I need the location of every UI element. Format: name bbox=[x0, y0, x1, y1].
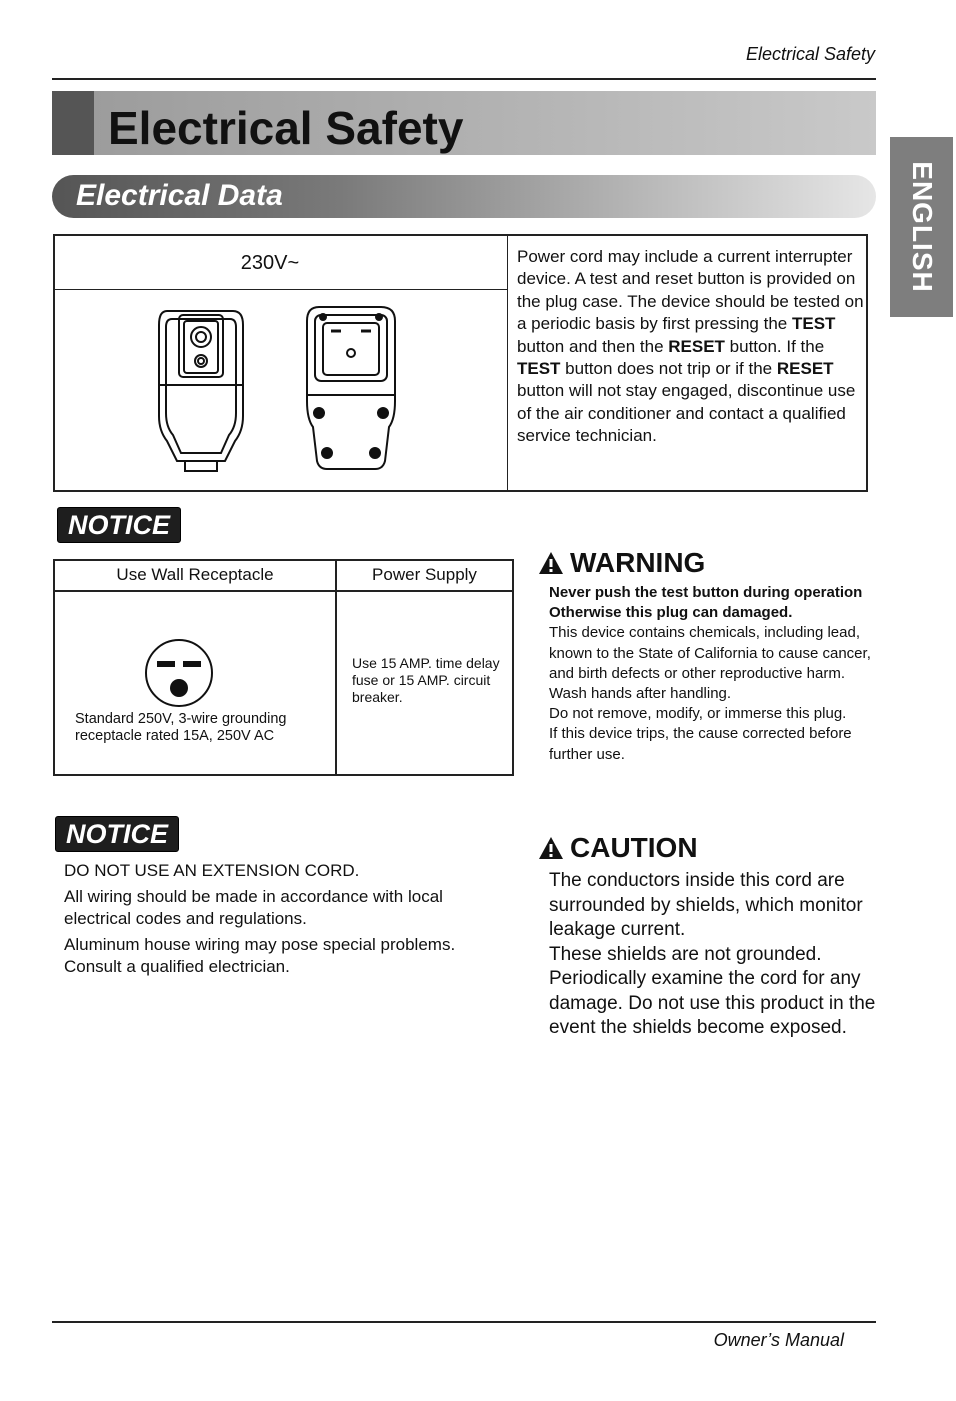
voltage-label: 230V~ bbox=[240, 252, 300, 274]
desc-bold-reset: RESET bbox=[668, 336, 725, 356]
page-title: Electrical Safety bbox=[108, 102, 464, 154]
col-header-power-supply: Power Supply bbox=[372, 565, 477, 584]
caution-body bbox=[549, 869, 879, 1041]
desc-bold-reset: RESET bbox=[776, 359, 834, 379]
caution-heading bbox=[538, 832, 698, 864]
caution-line: Periodically examine the cord for any damage. Do not use this product in the event the shields become exposed. bbox=[549, 968, 876, 1038]
notice-badge: NOTICE bbox=[57, 507, 181, 543]
notice-item: All wiring should be made in accordance with local electrical codes and regulations. bbox=[64, 886, 443, 928]
header-rule bbox=[52, 78, 876, 80]
caution-line: These shields are not grounded. bbox=[549, 943, 822, 965]
desc-text: Power cord may include a current interrupter device. A test and reset button is provided on the plug case. The device should be tested on a periodic basis by first pressing the bbox=[517, 247, 864, 334]
desc-text: button. If the bbox=[724, 336, 825, 356]
subtitle-bar bbox=[52, 175, 876, 218]
desc-bold-test: TEST bbox=[791, 314, 836, 334]
desc-bold-test: TEST bbox=[517, 359, 561, 379]
section-subtitle: Electrical Data bbox=[76, 179, 283, 212]
language-tab-label: ENGLISH bbox=[906, 161, 938, 293]
warning-line: This device contains chemicals, including lead, known to the State of California to cause cancer, and birth defects or other reproductive harm. bbox=[549, 624, 871, 682]
caution-line: The conductors inside this cord are surrounded by shields, which monitor leakage current. bbox=[549, 870, 863, 940]
gfci-description bbox=[517, 246, 867, 448]
electrical-data-table bbox=[53, 234, 868, 492]
warning-body bbox=[549, 583, 879, 765]
warning-triangle-icon bbox=[538, 551, 564, 575]
col-header-receptacle: Use Wall Receptacle bbox=[116, 565, 274, 584]
desc-text: button does not trip or if the bbox=[560, 359, 777, 379]
warning-line: Do not remove, modify, or immerse this plug. bbox=[549, 705, 847, 723]
table-divider bbox=[55, 590, 512, 592]
power-supply-text: Use 15 AMP. time delay fuse or 15 AMP. circuit breaker. bbox=[352, 655, 500, 705]
header-section-label: Electrical Safety bbox=[745, 44, 875, 64]
table-divider bbox=[335, 561, 337, 774]
notice-item: Aluminum house wiring may pose special problems. Consult a qualified electrician. bbox=[64, 934, 456, 976]
warning-heading-text: WARNING bbox=[570, 547, 706, 578]
wall-outlet-icon bbox=[143, 637, 215, 709]
desc-text: button will not stay engaged, discontinue use of the air conditioner and contact a qualified service technician. bbox=[517, 381, 856, 446]
title-bar-accent bbox=[52, 91, 94, 155]
desc-text: button and then the bbox=[517, 336, 669, 356]
warning-line: If this device trips, the cause corrected before further use. bbox=[549, 725, 852, 763]
caution-triangle-icon bbox=[538, 836, 564, 860]
receptacle-caption: Standard 250V, 3-wire grounding receptacle rated 15A, 250V AC bbox=[75, 711, 287, 744]
title-bar bbox=[52, 91, 876, 155]
footer-label: Owner’s Manual bbox=[713, 1330, 844, 1350]
table-divider bbox=[507, 236, 508, 490]
plug-illustration bbox=[155, 301, 405, 476]
notice-list bbox=[64, 860, 484, 982]
receptacle-table bbox=[53, 559, 514, 776]
caution-heading-text: CAUTION bbox=[570, 832, 698, 863]
warning-bold-line: Otherwise this plug can damaged. bbox=[549, 604, 793, 622]
footer-rule bbox=[52, 1321, 876, 1323]
warning-heading bbox=[538, 547, 705, 579]
notice-badge: NOTICE bbox=[55, 816, 179, 852]
language-tab bbox=[890, 137, 953, 317]
table-divider bbox=[55, 289, 507, 290]
notice-item: DO NOT USE AN EXTENSION CORD. bbox=[64, 861, 360, 880]
warning-bold-line: Never push the test button during operation bbox=[549, 584, 863, 601]
warning-line: Wash hands after handling. bbox=[549, 685, 732, 703]
